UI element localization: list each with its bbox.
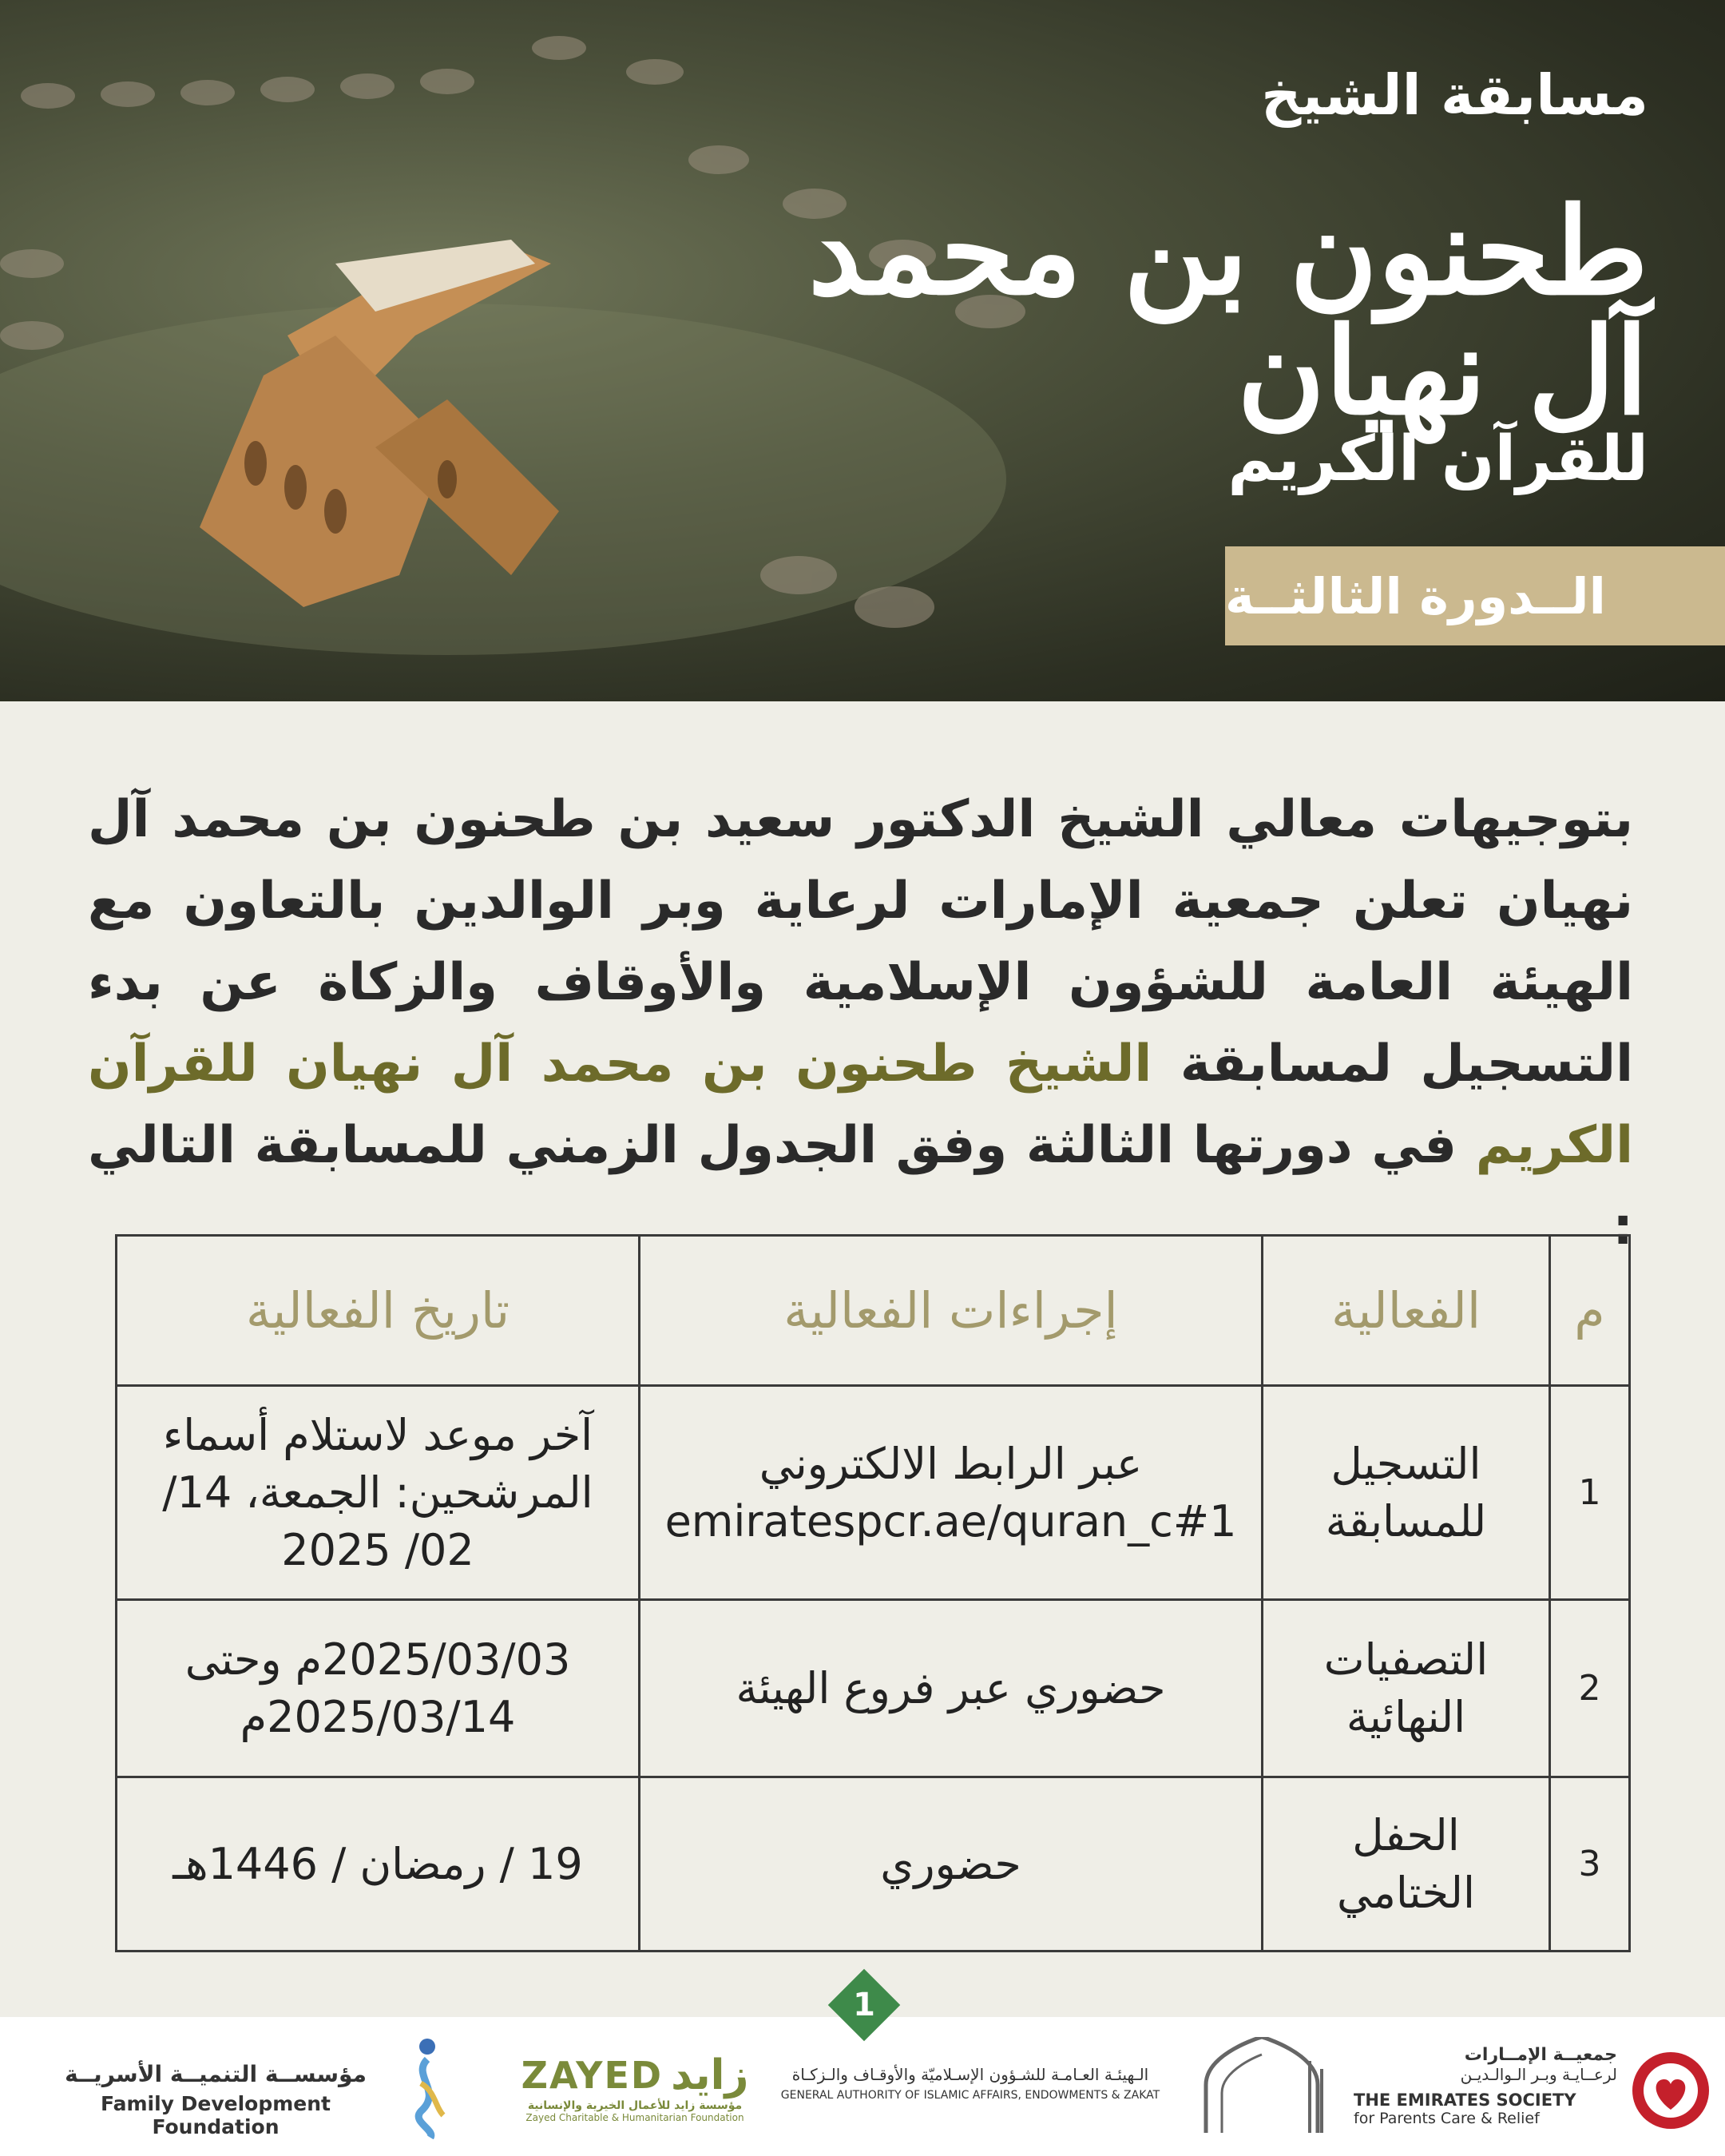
title-top: مسابقة الشيخ: [1261, 62, 1648, 128]
intro-paragraph: [88, 779, 1633, 1268]
header-procedure: إجراءات الفعالية: [640, 1236, 1263, 1386]
row-procedure: عبر الرابط الالكتروني emiratespcr.ae/quran_c#1: [640, 1386, 1263, 1600]
header-event: الفعالية: [1263, 1236, 1550, 1386]
authority-ar: الـهيئـة العـامـة للشـؤون الإسـلاميّة والأوقـاف والـزكـاة: [791, 2065, 1149, 2084]
row-procedure: حضوري: [640, 1777, 1263, 1952]
row-number: 1: [1550, 1386, 1630, 1600]
zayed-foundation-logo: [495, 2051, 775, 2123]
society-en2: for Parents Care & Relief: [1354, 2110, 1540, 2127]
row-date: آخر موعد لاستلام أسماء المرشحين: الجمعة، 14/ 02/ 2025: [117, 1386, 640, 1600]
hero-banner: [0, 0, 1725, 701]
heart-emblem-icon: [1629, 2049, 1713, 2133]
schedule-table: [115, 1234, 1631, 1952]
table-row: [117, 1600, 1630, 1777]
family-logo-en: Family Development Foundation: [100, 2092, 331, 2138]
row-number: 3: [1550, 1777, 1630, 1952]
general-authority-logo: [763, 2065, 1178, 2102]
edition-band: الــدورة الثالثــة: [1225, 546, 1725, 645]
zayed-sub-ar: مؤسسة زايد للأعمال الخيرية والإنسانية: [527, 2099, 743, 2112]
emirates-society-logo: [1354, 2045, 1617, 2127]
title-sub: للقرآن الكريم: [1227, 423, 1648, 495]
row-date: 19 / رمضان / 1446هـ: [117, 1777, 640, 1952]
intro-highlight: الشيخ طحنون بن محمد آل نهيان للقرآن الكريم: [88, 1034, 1634, 1175]
family-development-logo: [48, 2061, 383, 2138]
mosque-dome-icon: [1190, 2037, 1334, 2137]
badge-number: 1: [853, 1987, 875, 2023]
row-date: 2025/03/03م وحتى 2025/03/14م: [117, 1600, 640, 1777]
family-logo-ar: مؤسســة التنميــة الأسريــة: [65, 2061, 367, 2087]
table-row: [117, 1777, 1630, 1952]
header-date: تاريخ الفعالية: [117, 1236, 640, 1386]
zayed-sub-en: Zayed Charitable & Humanitarian Foundation: [525, 2112, 744, 2123]
society-en1: THE EMIRATES SOCIETY: [1354, 2090, 1576, 2110]
row-event: التصفيات النهائية: [1263, 1600, 1550, 1777]
intro-text-after: في دورتها الثالثة وفق الجدول الزمني للمسابقة التالي :: [88, 1116, 1633, 1257]
zayed-latin: ZAYED: [521, 2054, 664, 2097]
authority-en: GENERAL AUTHORITY OF ISLAMIC AFFAIRS, ENDOWMENTS & ZAKAT: [780, 2089, 1160, 2102]
calligraphy-name: طحنون بن محمد آل نهيان: [807, 181, 1648, 442]
header-number: م: [1550, 1236, 1630, 1386]
family-figure-icon: [403, 2035, 451, 2139]
table-header-row: [117, 1236, 1630, 1386]
row-number: 2: [1550, 1600, 1630, 1777]
society-ar1: جمعيــة الإمــارات: [1464, 2045, 1617, 2065]
row-event: التسجيل للمسابقة: [1263, 1386, 1550, 1600]
table-row: [117, 1386, 1630, 1600]
row-event: الحفل الختامي: [1263, 1777, 1550, 1952]
row-procedure: حضوري عبر فروع الهيئة: [640, 1600, 1263, 1777]
zayed-arabic: زايد: [671, 2051, 749, 2099]
society-ar2: لرعــايـة وبـر الـوالـديـن: [1460, 2065, 1617, 2084]
intro-text-before: بتوجيهات معالي الشيخ الدكتور سعيد بن طحنون بن محمد آل نهيان تعلن جمعية الإمارات لرعاية وبر الوالدين بالتعاون مع الهيئة العامة للشؤون الإسلامية والأوقاف والزكاة عن بدء التسجيل لمسابقة: [88, 790, 1634, 1094]
